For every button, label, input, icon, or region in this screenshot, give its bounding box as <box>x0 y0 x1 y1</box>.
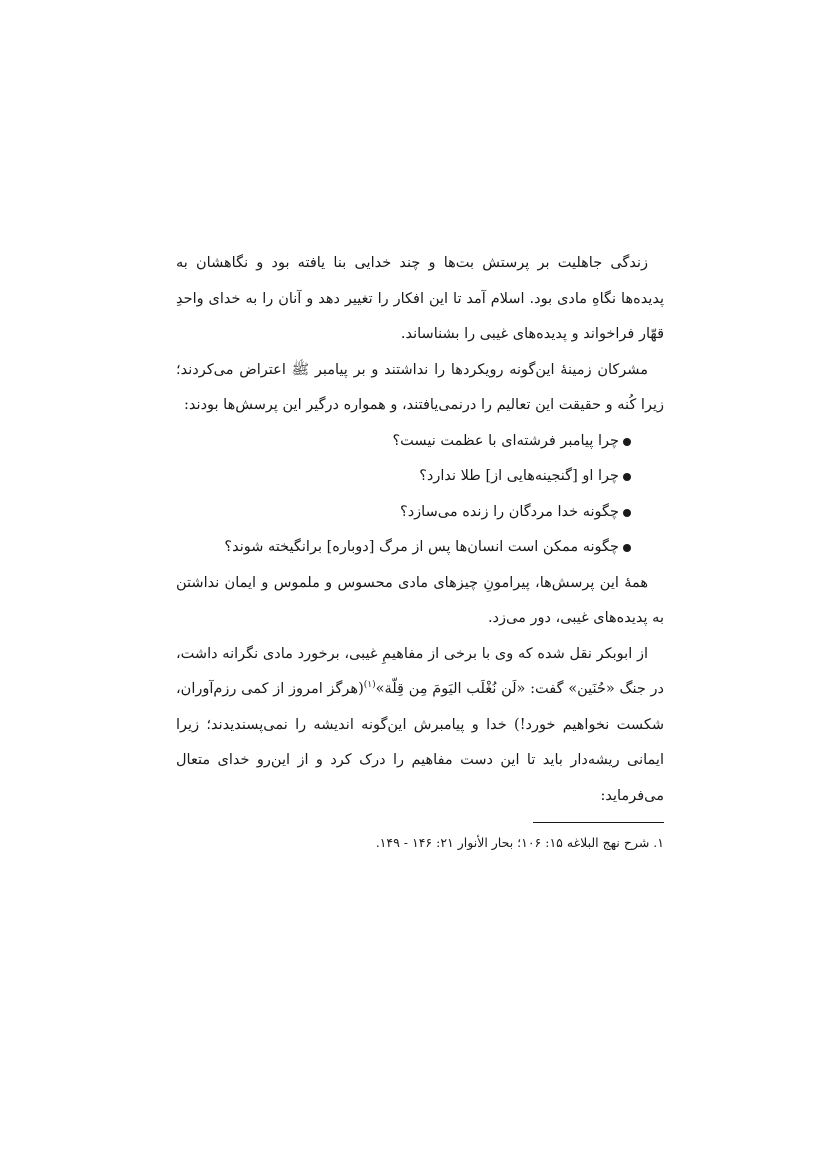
footnote-reference[interactable]: (۱) <box>363 680 376 691</box>
paragraph-4-part-2: (هرگز امروز از کمی رزم‌آوران، شکست نخواهیم خورد!) خدا و پیامبرش این‌گونه اندیشه را نمی‌پسندیدند؛ زیرا ایمانی ریشه‌دار باید تا این دست مفاهیم را درک کرد و از این‌رو خدای متعال می‌فرماید: <box>176 681 664 804</box>
paragraph-4 <box>176 637 664 815</box>
paragraph-1: زندگی جاهلیت بر پرستش بت‌ها و چند خدایی بنا یافته بود و نگاهشان به پدیده‌ها نگاهِ مادی بود. اسلام آمد تا این افکار را تغییر دهد و آنان را به خدای واحدِ قهّار فراخواند و پدیده‌های غیبی را بشناساند. <box>176 255 664 342</box>
footnote: ۱. شرح نهج البلاغه ۱۵: ۱۰۶؛ بحار الأنوار ۲۱: ۱۴۶ - ۱۴۹. <box>375 835 664 850</box>
paragraph-2: مشرکان زمینهٔ این‌گونه رویکردها را نداشتند و بر پیامبر ﷺ اعتراض می‌کردند؛ زیرا کُنه و حقیقت این تعالیم را درنمی‌یافتند، و همواره درگیر این پرسش‌ها بودند: <box>176 361 664 413</box>
paragraph-4-part-1: از ابوبکر نقل شده که وی با برخی از مفاهیمِ غیبی، برخورد مادی نگرانه داشت، در جنگ «حُنَین» گفت: «لَن نُغْلَب الیَومَ مِن قِلّة» <box>176 645 665 697</box>
main-text <box>176 246 664 814</box>
question-item: چگونه ممکن است انسان‌ها پس از مرگ [دوباره] برانگیخته شوند؟ <box>176 530 631 566</box>
footnote-divider <box>533 822 664 823</box>
question-item: چرا او [گنجینه‌هایی از] طلا ندارد؟ <box>176 459 631 495</box>
question-item: چگونه خدا مردگان را زنده می‌سازد؟ <box>176 495 631 531</box>
question-list <box>176 424 664 566</box>
question-item: چرا پیامبر فرشته‌ای با عظمت نیست؟ <box>176 424 631 460</box>
paragraph-3: همهٔ این پرسش‌ها، پیرامونِ چیزهای مادی محسوس و ملموس و ایمان نداشتن به پدیده‌های غیبی، دور می‌زد. <box>176 574 664 626</box>
